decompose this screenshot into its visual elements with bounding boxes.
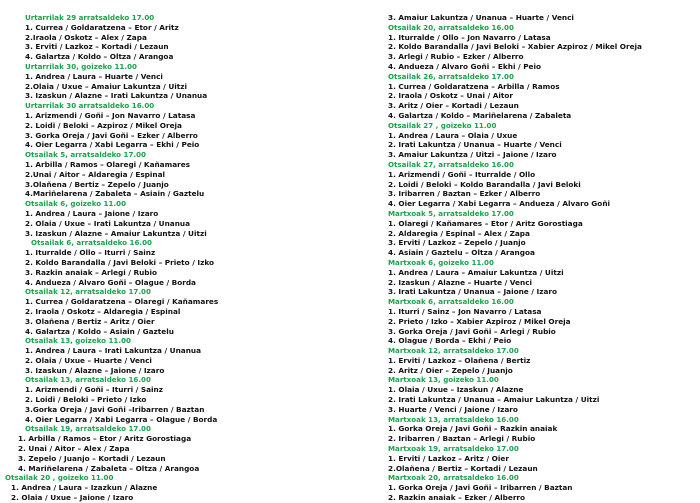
match-item: 3. Aritz / Oier – Kortadi / Lezaun [388, 101, 519, 111]
match-item: 2. Koldo Barandalla / Javi Beloki – Prieto / Izko [25, 257, 215, 267]
match-item: 4. Galartza / Koldo – Oltza / Arangoa [25, 52, 174, 62]
match-item: 1. Currea / Goldaratzena – Olaregi / Kañamares [25, 297, 219, 307]
match-item: 1. Erviti / Lazkoz – Olañena / Bertiz [388, 355, 531, 365]
match-item: 2. Iraola / Oskotz – Aldaregia / Espinal [25, 306, 181, 316]
match-item: 1. Arizmendi / Goñi – Jon Navarro / Latasa [25, 110, 196, 120]
schedule-block [0, 336, 345, 375]
match-item: 1. Olaia / Uxue – Izaskun / Alazne [388, 385, 524, 395]
match-item: 2. Loidi / Beloki – Prieto / Izko [25, 395, 147, 405]
schedule-block [0, 150, 345, 199]
match-item: 3. Amaiur Lakuntza / Unanua – Huarte / Venci [388, 13, 574, 22]
match-item: 4. Mariñelarena / Zabaleta – Oltza / Arangoa [18, 463, 200, 473]
match-item: 3. Huarte / Venci / Jaione / Izaro [388, 404, 518, 414]
match-item: 4. Oier Legarra / Xabi Legarra – Olague / Borda [25, 414, 218, 424]
session-date-heading: Otsailak 27 , goizeko 11.00 [388, 120, 497, 130]
schedule-block [0, 424, 345, 473]
match-item: 2. Irati Lakuntza / Unanua – Huarte / Venci [388, 140, 562, 150]
left-column [0, 13, 345, 503]
session-date-heading: Otsailak 13, arratsaldeko 16.00 [25, 375, 151, 385]
match-item: 1. Iturralde / Ollo – Jon Navarro / Latasa [388, 32, 551, 42]
schedule-block [0, 199, 345, 238]
session-date-heading: Martxoak 13, arratsaldeko 16.00 [388, 414, 519, 424]
schedule-block [0, 375, 345, 424]
session-date-heading: Urtarrilak 29 arratsaldeko 17.00 [25, 13, 155, 22]
match-item: 3. Erviti / Lazkoz – Kortadi / Lezaun [25, 42, 169, 52]
session-date-heading: Urtarrilak 30, goizeko 11.00 [25, 61, 137, 71]
match-item: 2. Razkin anaiak – Ezker / Alberro [388, 493, 526, 503]
match-item: 1. Currea / Goldaratzena – Arbilla / Ramos [388, 81, 560, 91]
session-date-heading: Otsailak 6, goizeko 11.00 [25, 199, 126, 209]
schedule-block [0, 473, 345, 502]
match-item: 1. Andrea / Laura – Jaione / Izaro [25, 208, 159, 218]
match-item: 1. Gorka Oreja / Javi Goñi – Razkin anaiak [388, 424, 558, 434]
match-item: 1. Andrea / Laura – Olaia / Uxue [388, 130, 518, 140]
match-item: 4. Andueza / Alvaro Goñi – Olague / Borda [25, 277, 196, 287]
match-item: 3. Erviti / Lazkoz – Zepelo / Juanjo [388, 238, 526, 248]
match-item: 2. Loidi / Beloki – Koldo Barandalla / Javi Beloki [388, 179, 581, 189]
match-item: 2. Irati Lakuntza / Unanua – Amaiur Lakuntza / Uitzi [388, 395, 600, 405]
match-item: 1. Arbilla / Ramos – Etor / Aritz Gorostiaga [18, 434, 192, 444]
match-item: 1. Andrea / Laura – Irati Lakuntza / Unanua [25, 346, 202, 356]
match-item: 3. Amaiur Lakuntza / Uitzi – Jaione / Izaro [388, 150, 557, 160]
match-item: 4. Olague / Borda – Ekhi / Peio [388, 336, 512, 346]
match-item: 2. Olaia / Uxue – Jaione / Izaro [11, 493, 134, 503]
match-item: 1. Currea / Goldaratzena – Etor / Aritz [25, 22, 179, 32]
schedule-block [0, 13, 345, 62]
schedule-block [383, 346, 700, 375]
match-item: 1. Andrea / Laura – Amaiur Lakuntza / Uitzi [388, 267, 564, 277]
match-item: 1. Gorka Oreja / Javi Goñi – Iribarren / Baztan [388, 483, 573, 493]
match-item: 3. Gorka Oreja / Javi Goñi – Arlegi / Rubio [388, 326, 556, 336]
match-item: 2. Aldaregia / Espinal – Alex / Zapa [388, 228, 530, 238]
schedule-block [383, 121, 700, 160]
match-item: 3. Izaskun / Alazne – Irati Lakuntza / Unanua [25, 91, 208, 101]
session-date-heading: Martxoak 13, goizeko 11.00 [388, 375, 499, 385]
session-date-heading: Martxoak 20, arratsaldeko 16.00 [388, 473, 519, 483]
match-item: 2. Olaia / Uxue – Huarte / Venci [25, 355, 152, 365]
match-item: 3. Izaskun / Alazne – Jaione / Izaro [25, 365, 165, 375]
match-item: 1. Olaregi / Kañamares – Etor / Aritz Gorostiaga [388, 218, 583, 228]
match-item: 4. Oier Legarra / Xabi Legarra – Andueza / Alvaro Goñi [388, 199, 611, 209]
match-item: 2. Izaskun / Alazne – Huarte / Venci [388, 277, 533, 287]
match-item: 2.Olaia / Uxue – Amaiur Lakuntza / Uitzi [25, 81, 188, 91]
match-item: 2.Iraola / Oskotz – Alex / Zapa [25, 32, 147, 42]
match-item: 1. Andrea / Laura – Izazkun / Alazne [11, 483, 158, 493]
match-item: 2. Iribarren / Baztan – Arlegi / Rubio [388, 434, 536, 444]
session-date-heading: Martxoak 5, arratsaldeko 17.00 [388, 208, 514, 218]
schedule-block [0, 62, 345, 101]
match-item: 3. Izaskun / Alazne – Amaiur Lakuntza / Uitzi [25, 228, 207, 238]
schedule-block [383, 72, 700, 121]
match-item: 4. Andueza / Alvaro Goñi – Ekhi / Peio [388, 61, 542, 71]
right-column [383, 13, 700, 503]
schedule-block [383, 160, 700, 209]
match-item: 2. Koldo Barandalla / Javi Beloki – Xabier Azpiroz / Mikel Oreja [388, 42, 642, 52]
schedule-block [0, 101, 345, 150]
session-date-heading: Otsailak 6, arratsaldeko 16.00 [31, 238, 152, 248]
match-item: 2. Prieto / Izko – Xabier Azpiroz / Mikel Oreja [388, 316, 571, 326]
session-date-heading: Martxoak 6, goizeko 11.00 [388, 257, 494, 267]
session-date-heading: Martxoak 19, arratsaldeko 17.00 [388, 444, 519, 454]
schedule-block [383, 23, 700, 72]
match-item: 3.Olañena / Bertiz – Zepelo / Juanjo [25, 179, 169, 189]
match-item: 3.Gorka Oreja / Javi Goñi –Iribarren / Baztan [25, 404, 205, 414]
session-date-heading: Otsailak 13, goizeko 11.00 [25, 336, 131, 346]
match-item: 1. Erviti / Lazkoz – Aritz / Oier [388, 453, 509, 463]
session-date-heading: Martxoak 12, arratsaldeko 17.00 [388, 346, 519, 356]
match-item: 2. Iraola / Oskotz – Unai / Aitor [388, 91, 514, 101]
session-date-heading: Martxoak 6, arratsaldeko 16.00 [388, 297, 514, 307]
match-item: 1. Arizmendi / Goñi – Iturralde / Ollo [388, 169, 536, 179]
match-item: 4.Mariñelarena / Zabaleta – Asiain / Gaztelu [25, 189, 205, 199]
schedule-block [383, 444, 700, 473]
schedule-block [0, 238, 345, 287]
match-item: 3. Irati Lakuntza / Unanua – Jaione / Izaro [388, 287, 558, 297]
schedule-block [383, 473, 700, 502]
session-date-heading: Otsailak 19, arratsaldeko 17.00 [25, 424, 151, 434]
match-item: 1. Iturri / Sainz – Jon Navarro / Latasa [388, 306, 542, 316]
match-item: 1. Arbilla / Ramos – Olaregi / Kañamares [25, 159, 191, 169]
match-item: 1. Arizmendi / Goñi – Iturri / Sainz [25, 385, 163, 395]
session-date-heading: Otsailak 5, arratsaldeko 17.00 [25, 150, 146, 160]
schedule-block [383, 209, 700, 258]
match-item: 4. Oier Legarra / Xabi Legarra – Ekhi / Peio [25, 140, 200, 150]
session-date-heading: Otsailak 12, arratsaldeko 17.00 [25, 287, 151, 297]
match-item: 2. Loidi / Beloki – Azpiroz / Mikel Oreja [25, 120, 182, 130]
schedule-block [383, 375, 700, 414]
match-item: 1. Iturralde / Ollo – Iturri / Sainz [25, 248, 156, 258]
match-item: 3. Iribarren / Baztan – Ezker / Alberro [388, 189, 541, 199]
session-date-heading: Urtarrilak 30 arratsaldeko 16.00 [25, 101, 155, 111]
match-item: 3. Razkin anaiak – Arlegi / Rubio [25, 267, 158, 277]
schedule-block [0, 287, 345, 336]
session-date-heading: Otsailak 27, arratsaldeko 16.00 [388, 159, 514, 169]
match-item: 2. Aritz / Oier – Zepelo / Juanjo [388, 365, 513, 375]
match-item: 3. Olañena / Bertiz – Aritz / Oier [25, 316, 155, 326]
match-item: 4. Galartza / Koldo – Asiain / Gaztelu [25, 326, 174, 336]
match-item: 2.Unai / Aitor – Aldaregia / Espinal [25, 169, 166, 179]
match-item: 3. Zepelo / Juanjo – Kortadi / Lezaun [18, 453, 166, 463]
match-item: 3. Gorka Oreja / Javi Goñi – Ezker / Alberro [25, 130, 198, 140]
match-item: 4. Galartza / Koldo – Mariñelarena / Zabaleta [388, 110, 572, 120]
match-item: 2. Olaia / Uxue – Irati Lakuntza / Unanua [25, 218, 191, 228]
session-date-heading: Otsailak 26, arratsaldeko 17.00 [388, 71, 514, 81]
match-item: 3. Arlegi / Rubio – Ezker / Alberro [388, 52, 524, 62]
match-item: 4. Asiain / Gaztelu – Oltza / Arangoa [388, 248, 535, 258]
schedule-block [383, 297, 700, 346]
session-date-heading: Otsailak 20, arratsaldeko 16.00 [388, 22, 514, 32]
schedule-block [383, 258, 700, 297]
match-item: 2. Unai / Aitor – Alex / Zapa [18, 444, 130, 454]
schedule-block [383, 415, 700, 444]
session-date-heading: Otsailak 20 , goizeko 11.00 [5, 473, 114, 483]
match-item: 2.Olañena / Bertiz – Kortadi / Lezaun [388, 463, 538, 473]
match-item: 1. Andrea / Laura – Huarte / Venci [25, 71, 163, 81]
schedule-block [383, 13, 700, 23]
